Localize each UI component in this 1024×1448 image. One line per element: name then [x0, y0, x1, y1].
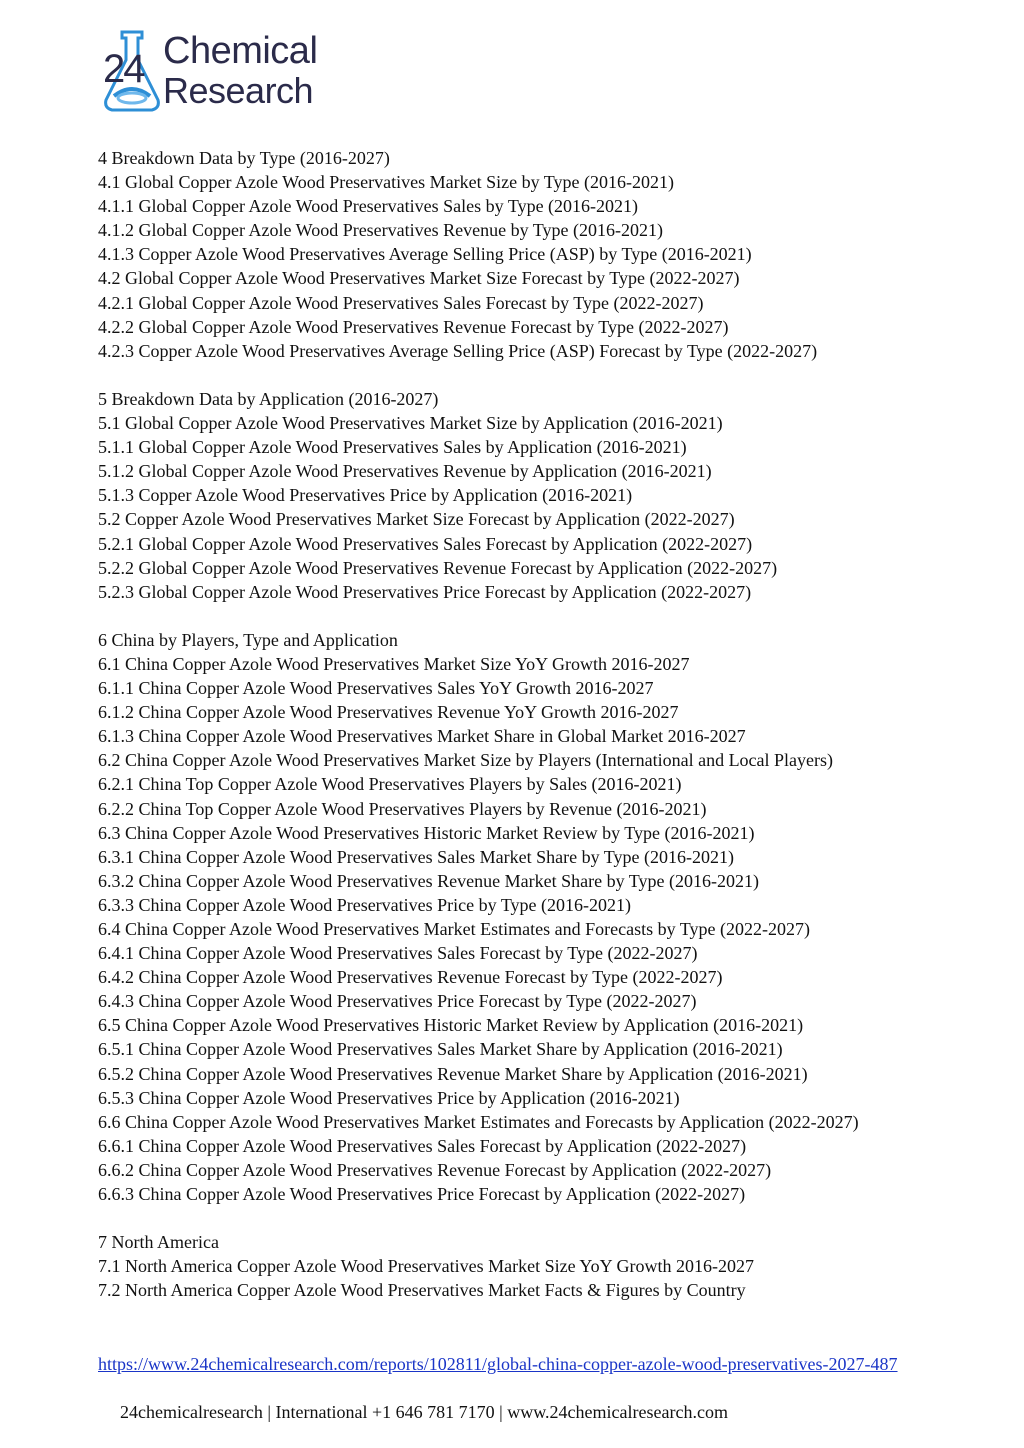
toc-entry: 4.2 Global Copper Azole Wood Preservatives Market Size Forecast by Type (2022-2027)	[98, 268, 740, 289]
logo-number: 24	[103, 47, 144, 91]
toc-spacer	[98, 1206, 978, 1230]
toc-entry: 6 China by Players, Type and Application	[98, 629, 398, 650]
toc-entry: 5.2.2 Global Copper Azole Wood Preservatives Revenue Forecast by Application (2022-2027)	[98, 557, 778, 578]
toc-entry: 4.2.3 Copper Azole Wood Preservatives Average Selling Price (ASP) Forecast by Type (2022-2027)	[98, 340, 818, 361]
toc-entry: 6.5 China Copper Azole Wood Preservatives Historic Market Review by Application (2016-2021)	[98, 1015, 804, 1036]
toc-entry: 5.1.1 Global Copper Azole Wood Preservatives Sales by Application (2016-2021)	[98, 437, 687, 458]
toc-entry: 6.1.2 China Copper Azole Wood Preservatives Revenue YoY Growth 2016-2027	[98, 702, 679, 723]
toc-entry: 7.2 North America Copper Azole Wood Preservatives Market Facts & Figures by Country	[98, 1280, 746, 1301]
toc-entry: 6.4 China Copper Azole Wood Preservatives Market Estimates and Forecasts by Type (2022-2027)	[98, 919, 810, 939]
report-url-link[interactable]: https://www.24chemicalresearch.com/reports/102811/global-china-copper-azole-wood-preservatives-2027-487	[98, 1354, 898, 1374]
logo-word-research: Research	[163, 70, 314, 111]
toc-entry: 5.2.3 Global Copper Azole Wood Preservatives Price Forecast by Application (2022-2027)	[98, 581, 752, 602]
toc-entry: 6.6.2 China Copper Azole Wood Preservatives Revenue Forecast by Application (2022-2027)	[98, 1159, 772, 1180]
toc-entry: 6.4.1 China Copper Azole Wood Preservatives Sales Forecast by Type (2022-2027)	[98, 943, 698, 964]
toc-entry: 6.3.3 China Copper Azole Wood Preservatives Price by Type (2016-2021)	[98, 894, 632, 915]
toc-entry: 5.2 Copper Azole Wood Preservatives Market Size Forecast by Application (2022-2027)	[98, 509, 735, 530]
toc-entry: 7 North America	[98, 1232, 219, 1253]
toc-entry: 6.1 China Copper Azole Wood Preservatives Market Size YoY Growth 2016-2027	[98, 653, 690, 674]
toc-entry: 6.5.1 China Copper Azole Wood Preservatives Sales Market Share by Application (2016-2021)	[98, 1039, 783, 1060]
toc-entry: 5.2.1 Global Copper Azole Wood Preservatives Sales Forecast by Application (2022-2027)	[98, 533, 753, 554]
toc-entry: 6.1.1 China Copper Azole Wood Preservatives Sales YoY Growth 2016-2027	[98, 678, 654, 699]
footer-contact-info: 24chemicalresearch | International +1 646 781 7170 | www.24chemicalresearch.com	[120, 1402, 728, 1422]
company-logo	[100, 26, 320, 116]
toc-entry: 6.6.3 China Copper Azole Wood Preservatives Price Forecast by Application (2022-2027)	[98, 1184, 746, 1205]
toc-entry: 4.1 Global Copper Azole Wood Preservatives Market Size by Type (2016-2021)	[98, 172, 675, 193]
toc-entry: 4.2.1 Global Copper Azole Wood Preservatives Sales Forecast by Type (2022-2027)	[98, 292, 704, 313]
toc-entry: 4.1.3 Copper Azole Wood Preservatives Average Selling Price (ASP) by Type (2016-2021)	[98, 244, 752, 265]
toc-spacer	[98, 604, 978, 628]
toc-entry: 7.1 North America Copper Azole Wood Preservatives Market Size YoY Growth 2016-2027	[98, 1256, 754, 1277]
toc-entry: 5 Breakdown Data by Application (2016-2027)	[98, 388, 439, 409]
table-of-contents	[98, 146, 978, 1303]
toc-entry: 6.5.2 China Copper Azole Wood Preservatives Revenue Market Share by Application (2016-2021)	[98, 1063, 808, 1084]
toc-entry: 6.3 China Copper Azole Wood Preservatives Historic Market Review by Type (2016-2021)	[98, 822, 755, 843]
toc-entry: 5.1.3 Copper Azole Wood Preservatives Price by Application (2016-2021)	[98, 485, 633, 506]
toc-entry: 6.2 China Copper Azole Wood Preservatives Market Size by Players (International and Local Players)	[98, 750, 834, 771]
toc-entry: 6.4.3 China Copper Azole Wood Preservatives Price Forecast by Type (2022-2027)	[98, 991, 697, 1012]
toc-entry: 6.3.2 China Copper Azole Wood Preservatives Revenue Market Share by Type (2016-2021)	[98, 870, 759, 891]
toc-entry: 6.2.1 China Top Copper Azole Wood Preservatives Players by Sales (2016-2021)	[98, 774, 682, 795]
logo-word-chemical: Chemical	[163, 30, 318, 72]
toc-entry: 4.1.2 Global Copper Azole Wood Preservatives Revenue by Type (2016-2021)	[98, 220, 664, 241]
toc-entry: 6.2.2 China Top Copper Azole Wood Preservatives Players by Revenue (2016-2021)	[98, 798, 707, 819]
toc-entry: 4.2.2 Global Copper Azole Wood Preservatives Revenue Forecast by Type (2022-2027)	[98, 316, 729, 337]
toc-entry: 6.3.1 China Copper Azole Wood Preservatives Sales Market Share by Type (2016-2021)	[98, 846, 735, 867]
toc-entry: 6.6 China Copper Azole Wood Preservatives Market Estimates and Forecasts by Application (2022-2027)	[98, 1111, 859, 1132]
toc-spacer	[98, 363, 978, 387]
flask-logo-icon	[100, 26, 170, 116]
toc-entry: 5.1.2 Global Copper Azole Wood Preservatives Revenue by Application (2016-2021)	[98, 461, 712, 482]
toc-entry: 6.6.1 China Copper Azole Wood Preservatives Sales Forecast by Application (2022-2027)	[98, 1135, 747, 1156]
toc-entry: 5.1 Global Copper Azole Wood Preservatives Market Size by Application (2016-2021)	[98, 413, 723, 434]
toc-entry: 4.1.1 Global Copper Azole Wood Preservatives Sales by Type (2016-2021)	[98, 196, 639, 217]
toc-entry: 6.4.2 China Copper Azole Wood Preservatives Revenue Forecast by Type (2022-2027)	[98, 967, 723, 988]
toc-entry: 6.5.3 China Copper Azole Wood Preservatives Price by Application (2016-2021)	[98, 1087, 680, 1108]
toc-entry: 6.1.3 China Copper Azole Wood Preservatives Market Share in Global Market 2016-2027	[98, 726, 746, 747]
toc-entry: 4 Breakdown Data by Type (2016-2027)	[98, 148, 390, 168]
